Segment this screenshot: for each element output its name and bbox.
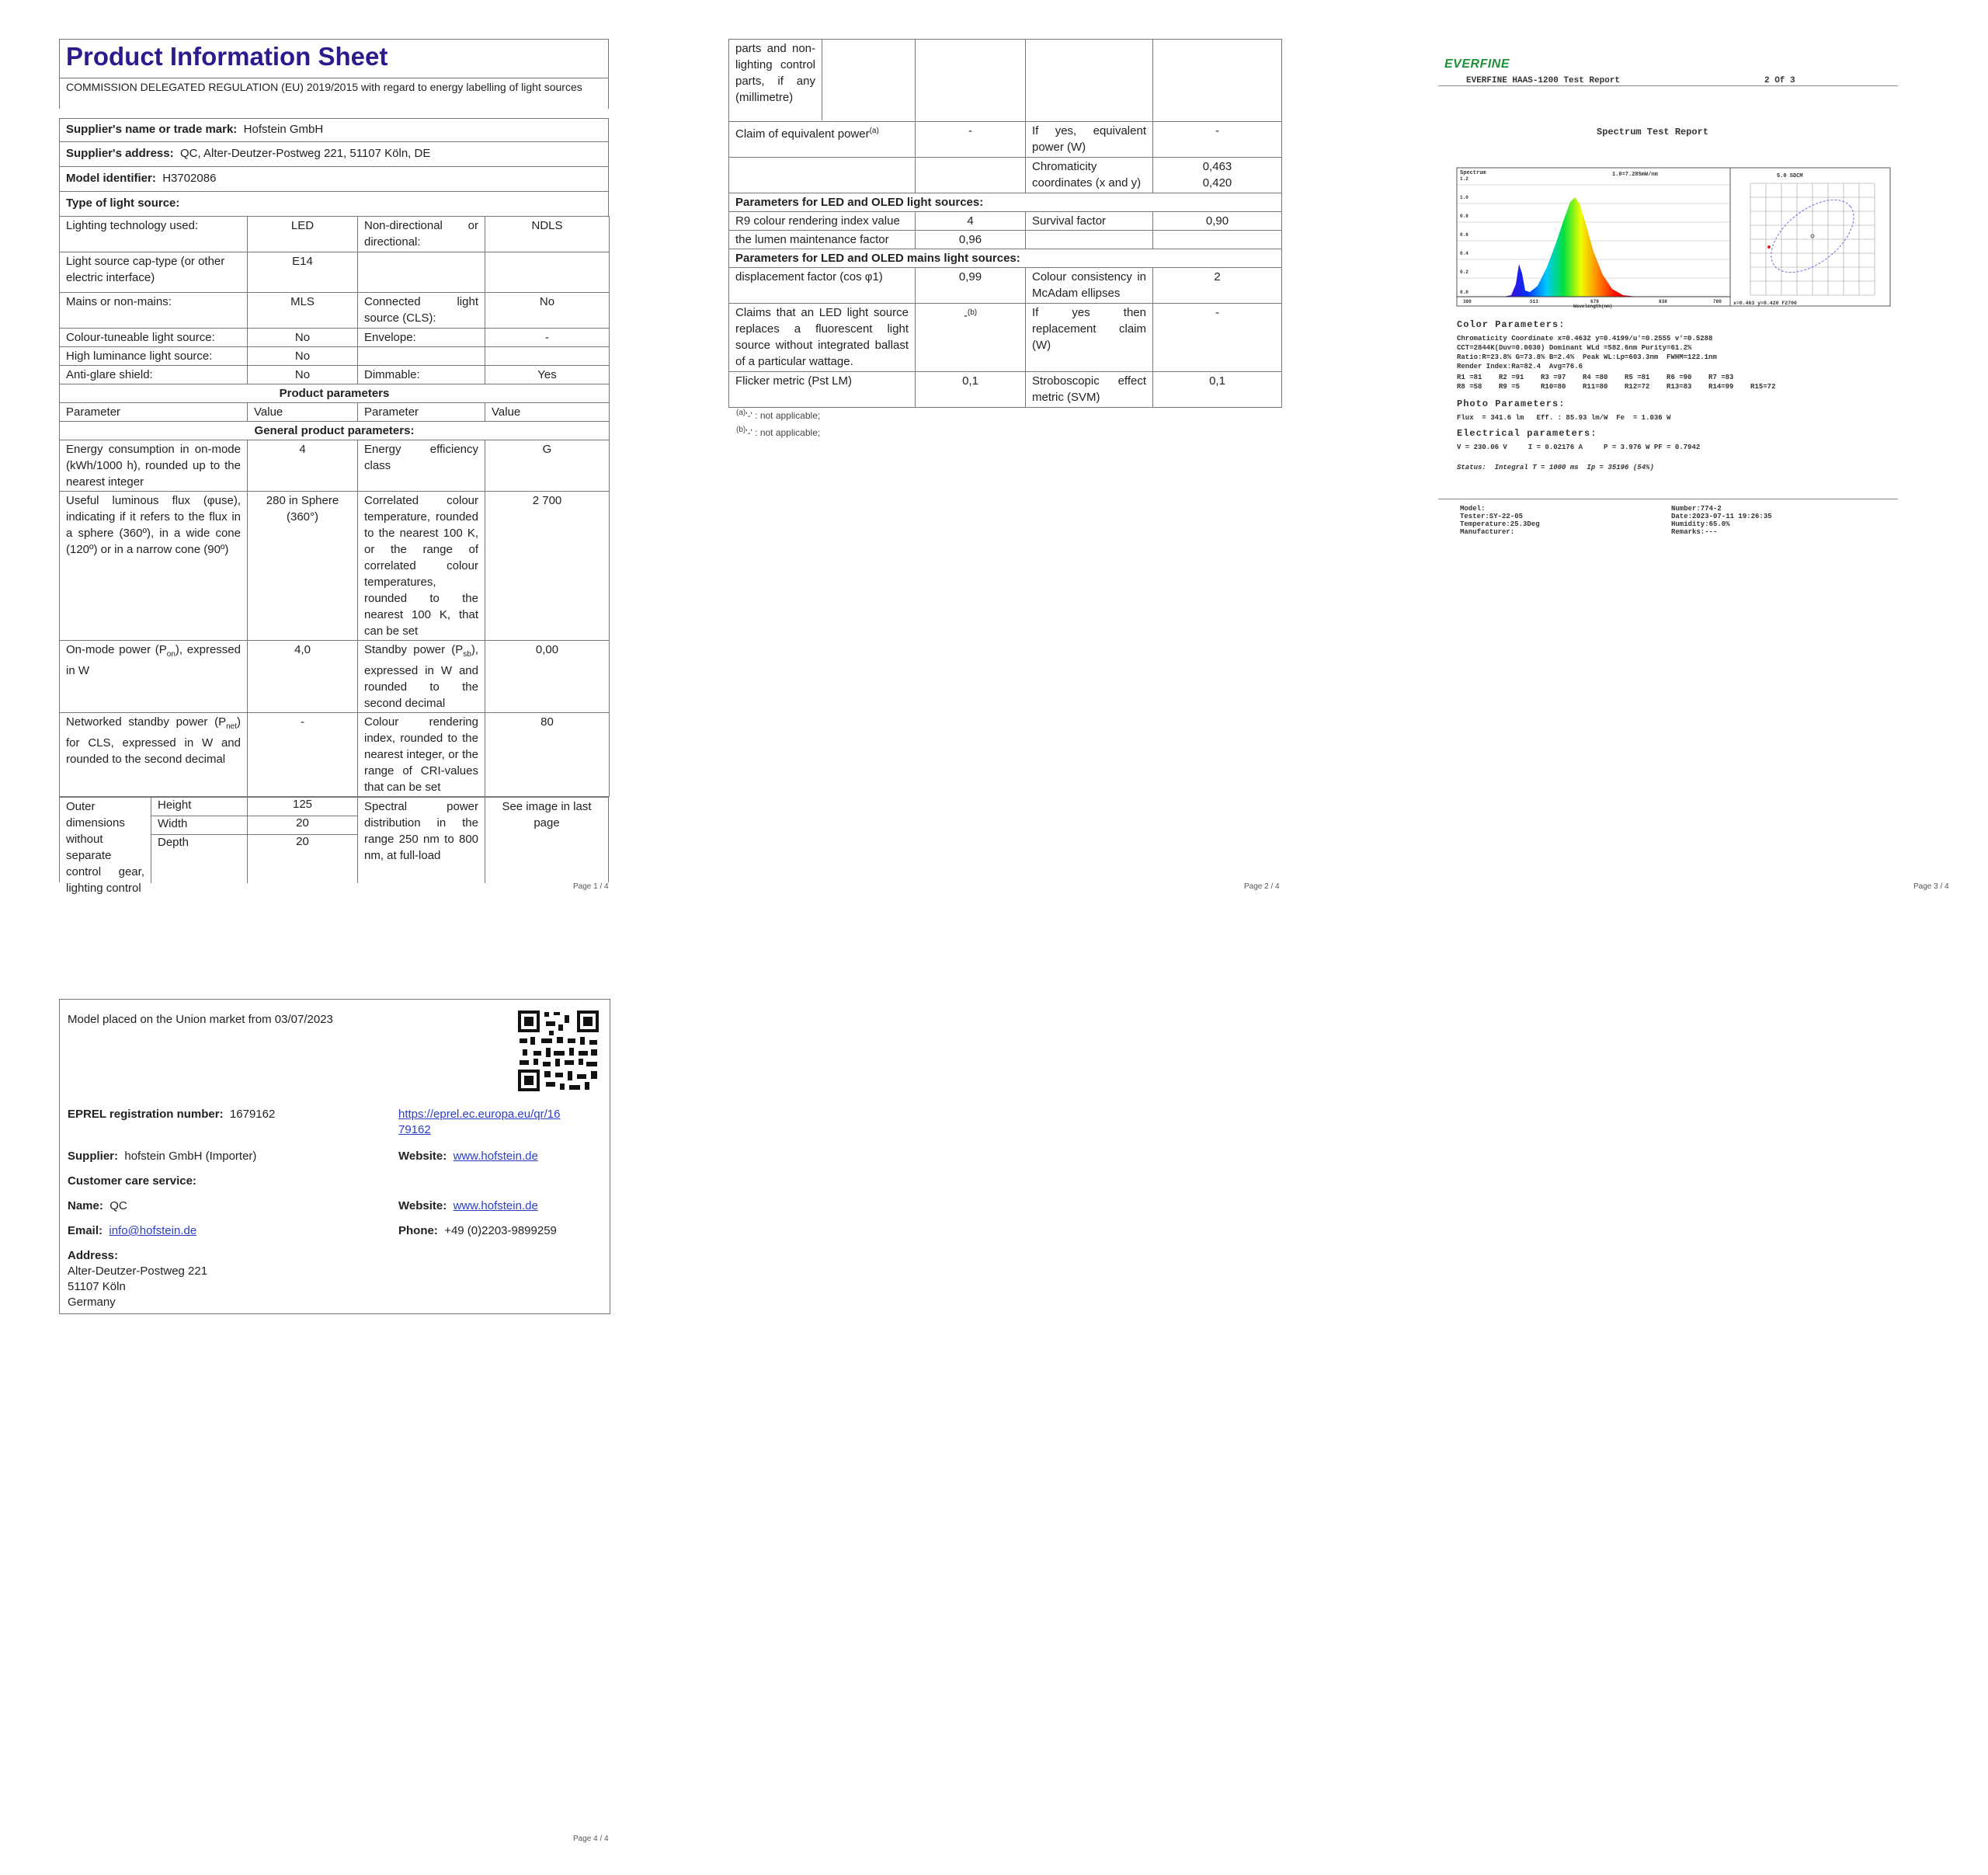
cct-value: 2 700 [485, 492, 610, 641]
flicker-label: Flicker metric (Pst LM) [729, 372, 916, 408]
model-label: Model identifier: [66, 172, 156, 185]
mains-label: Mains or non-mains: [60, 293, 248, 329]
pon-value: 4,0 [248, 641, 358, 713]
env-value: - [485, 329, 610, 347]
color-params-line-6: R8 =58 R9 =5 R10=80 R11=80 R12=72 R13=83 R14=99 R15=72 [1457, 383, 1776, 391]
cap-value: E14 [248, 252, 358, 293]
model-value: H3702086 [162, 172, 217, 185]
cie-label: 5.0 SDCM [1777, 173, 1803, 179]
outer-dim-label: Outer dimensions without separate control gear, lighting control [60, 798, 151, 883]
equiv-label: If yes, equivalent power (W) [1026, 122, 1153, 158]
height-value: 125 [248, 798, 358, 816]
supplier-row: Supplier: hofstein GmbH (Importer) [68, 1150, 257, 1163]
spectrum-report-title: Spectrum Test Report [1597, 127, 1709, 137]
photo-params-line: Flux = 341.6 lm Eff. : 85.93 lm/W Fe = 1.036 W [1457, 414, 1671, 422]
elec-params-title: Electrical parameters: [1457, 428, 1597, 439]
page-number-4: Page 4 / 4 [573, 1835, 609, 1843]
ytick-5: 0.2 [1460, 270, 1468, 275]
page-number-3: Page 3 / 4 [1913, 882, 1949, 891]
footer-left: Model: Tester:SY-22-05 Temperature:25.3Deg Manufacturer: [1460, 505, 1540, 536]
mains-params-header: Parameters for LED and OLED mains light sources: [729, 249, 1282, 268]
env-label: Envelope: [358, 329, 485, 347]
cie-chart [1730, 168, 1892, 308]
psb-value: 0,00 [485, 641, 610, 713]
wavelength-label: Wavelength(nm) [1573, 304, 1613, 309]
flux-label: Useful luminous flux (φuse), indicating if it refers to the flux in a sphere (360º), in a wide cone (120º) or in a narrow cone (90º) [60, 492, 248, 641]
website-link[interactable]: www.hofstein.de [453, 1150, 538, 1163]
email-link[interactable]: info@hofstein.de [109, 1224, 197, 1237]
chroma-y: 0,420 [1202, 176, 1232, 190]
tech-label: Lighting technology used: [60, 217, 248, 252]
chroma-x: 0,463 [1202, 160, 1232, 173]
page-number-2: Page 2 / 4 [1244, 882, 1280, 891]
supplier-address-row [59, 141, 609, 166]
address-line-3: Germany [68, 1296, 116, 1309]
eprel-link-line-2[interactable]: 79162 [398, 1123, 431, 1136]
footer-right: Number:774-2 Date:2023-07-11 19:26:35 Humidity:65.0% Remarks:--- [1671, 505, 1772, 536]
note-b: $^{(b)}$'-' : not applicable; [736, 426, 821, 438]
r9-label: R9 colour rendering index value [729, 212, 916, 231]
photo-params-title: Photo Parameters: [1457, 398, 1566, 409]
qr-code-icon [518, 1011, 599, 1091]
width-value: 20 [248, 816, 358, 835]
supplier-name-label: Supplier's name or trade mark: [66, 123, 238, 136]
report-header-page: 2 Of 3 [1764, 76, 1795, 85]
ytick-6: 0.0 [1460, 290, 1468, 295]
report-header: EVERFINE HAAS-1200 Test Report [1466, 76, 1621, 85]
cap-label: Light source cap-type (or other electric interface) [60, 252, 248, 293]
continued-dim-label: parts and non-lighting control parts, if any (millimetre) [729, 40, 822, 120]
strobo-label: Stroboscopic effect metric (SVM) [1026, 372, 1153, 408]
width-label: Width [151, 816, 248, 835]
product-params-header: Product parameters [60, 384, 610, 403]
survival-value: 0,90 [1153, 212, 1282, 231]
eprel-row: EPREL registration number: 1679162 [68, 1108, 276, 1121]
cie-readout: x=0.463 y=0.420 F2700 [1733, 301, 1797, 306]
supplier-address-value: QC, Alter-Deutzer-Postweg 221, 51107 Köln, DE [179, 147, 431, 160]
dim-label: Dimmable: [358, 366, 485, 384]
efficiency-value: G [485, 440, 610, 492]
consist-value: 2 [1153, 268, 1282, 304]
pnet-value: - [248, 713, 358, 797]
supplier-name-value: Hofstein GmbH [243, 123, 324, 136]
xtick-1: 513 [1530, 299, 1538, 304]
ag-value: No [248, 366, 358, 384]
chroma-label: Chromaticity coordinates (x and y) [1026, 158, 1153, 193]
measured-point [1767, 245, 1771, 249]
pnet-label: Networked standby power $(P_{net})$ for CLS, expressed in W and rounded to the second decimal [60, 713, 248, 797]
ag-label: Anti-glare shield: [60, 366, 248, 384]
phone-value: +49 (0)2203-9899259 [444, 1224, 557, 1237]
supplier-value: hofstein GmbH (Importer) [124, 1150, 257, 1163]
eprel-number: 1679162 [229, 1108, 276, 1121]
flicker-value: 0,1 [916, 372, 1026, 408]
name-value: QC [109, 1199, 127, 1212]
eprel-link[interactable] [398, 1107, 560, 1138]
supplier-address-label: Supplier's address: [66, 147, 174, 160]
tune-value: No [248, 329, 358, 347]
header-rule-top [1438, 85, 1898, 86]
replace-label: If yes then replacement claim (W) [1026, 304, 1153, 372]
ytick-1: 1.0 [1460, 195, 1468, 200]
elec-params-line: V = 230.06 V I = 0.02176 A P = 3.976 W PF = 0.7942 [1457, 444, 1701, 451]
cls-label: Connected light source (CLS): [358, 293, 485, 329]
flux-value: 280 in Sphere (360°) [248, 492, 358, 641]
cls-value: No [485, 293, 610, 329]
depth-label: Depth [151, 835, 248, 883]
dim-value: Yes [485, 366, 610, 384]
strobo-value: 0,1 [1153, 372, 1282, 408]
depth-value: 20 [248, 835, 358, 883]
lumen-label: the lumen maintenance factor [729, 231, 916, 249]
page-title: Product Information Sheet [66, 42, 388, 71]
spd-value: See image in last page [502, 800, 592, 830]
spectrum-peak: 1.0=7.285mW/nm [1612, 172, 1658, 178]
spectrum-axis-label: Spectrum [1460, 170, 1486, 176]
ytick-4: 0.4 [1460, 251, 1468, 256]
disp-value: 0,99 [916, 268, 1026, 304]
ytick-2: 0.8 [1460, 214, 1468, 219]
color-params-line-4: Render Index:Ra=82.4 Avg=76.6 [1457, 363, 1583, 370]
website2-link[interactable]: www.hofstein.de [453, 1199, 538, 1212]
efficiency-label: Energy efficiency class [358, 440, 485, 492]
chroma-values [1153, 158, 1282, 193]
ytick-3: 0.6 [1460, 232, 1468, 238]
disp-label: displacement factor (cos φ1) [729, 268, 916, 304]
phone-row: Phone: +49 (0)2203-9899259 [398, 1224, 557, 1237]
col-param-2: Parameter [358, 403, 485, 422]
mains-value: MLS [248, 293, 358, 329]
name-row: Name: QC [68, 1199, 127, 1212]
type-label: Type of light source: [66, 197, 180, 210]
regulation-text: COMMISSION DELEGATED REGULATION (EU) 2019/2015 with regard to energy labelling of light sources [59, 78, 609, 109]
cri-value: 80 [485, 713, 610, 797]
lumen-value: 0,96 [916, 231, 1026, 249]
email-row: Email: info@hofstein.de [68, 1224, 197, 1237]
color-params-line-2: CCT=2844K(Duv=0.0030) Dominant WLd =582.6nm Purity=61.2% [1457, 344, 1692, 352]
page-2 [728, 39, 1283, 474]
page2-table [728, 39, 1282, 408]
hl-value: No [248, 347, 358, 366]
energy-label: Energy consumption in on-mode (kWh/1000 h), rounded up to the nearest integer [60, 440, 248, 492]
tune-label: Colour-tuneable light source: [60, 329, 248, 347]
equiv-value: - [1153, 122, 1282, 158]
dir-value: NDLS [485, 217, 610, 252]
light-source-table [59, 216, 610, 797]
psb-label: Standby power $(P_{sb})$, expressed in W and rounded to the second decimal [358, 641, 485, 713]
consist-label: Colour consistency in McAdam ellipses [1026, 268, 1153, 304]
xtick-3: 838 [1659, 299, 1667, 304]
fluor-value: -$^{(b)}$ [916, 304, 1026, 372]
color-params-line-1: Chromaticity Coordinate x=0.4632 y=0.4199/u'=0.2555 v'=0.5288 [1457, 335, 1713, 343]
eprel-link-line-1[interactable]: https://eprel.ec.europa.eu/qr/16 [398, 1108, 561, 1121]
address-line-1: Alter-Deutzer-Postweg 221 [68, 1264, 208, 1278]
website-row: Website: www.hofstein.de [398, 1150, 538, 1163]
claim-value: - [916, 122, 1026, 158]
tech-value: LED [248, 217, 358, 252]
cri-label: Colour rendering index, rounded to the nearest integer, or the range of CRI-values that can be set [358, 713, 485, 797]
energy-value: 4 [248, 440, 358, 492]
pon-label: On-mode power $(P_{on})$, expressed in W [60, 641, 248, 713]
model-row [59, 166, 609, 191]
note-a: $^{(a)}$'-' : not applicable; [736, 409, 821, 421]
title-row [59, 39, 609, 78]
spd-label: Spectral power distribution in the range 250 nm to 800 nm, at full-load [358, 798, 485, 883]
col-param-1: Parameter [60, 403, 248, 422]
xtick-4: 780 [1713, 299, 1722, 304]
col-value-1: Value [248, 403, 358, 422]
replace-value: - [1153, 304, 1282, 372]
color-params-line-5: R1 =81 R2 =91 R3 =97 R4 =80 R5 =81 R6 =90 R7 =83 [1457, 374, 1734, 381]
general-params-header: General product parameters: [60, 422, 610, 440]
market-date: Model placed on the Union market from 03/07/2023 [68, 1013, 333, 1026]
page-number-1: Page 1 / 4 [573, 882, 609, 891]
customer-care-label: Customer care service: [68, 1174, 196, 1188]
hl-label: High luminance light source: [60, 347, 248, 366]
address-label: Address: [68, 1249, 119, 1262]
ytick-0: 1.2 [1460, 176, 1468, 182]
status-line: Status: Integral T = 1000 ms Ip = 35196 (54%) [1457, 464, 1654, 471]
color-params-title: Color Parameters: [1457, 319, 1566, 330]
spectrum-chart [1457, 168, 1732, 308]
color-params-line-3: Ratio:R=23.8% G=73.8% B=2.4% Peak WL:Lp=603.3nm FWHM=122.1nm [1457, 353, 1717, 361]
survival-label: Survival factor [1026, 212, 1153, 231]
address-line-2: 51107 Köln [68, 1280, 126, 1293]
r9-value: 4 [916, 212, 1026, 231]
type-row [59, 191, 609, 216]
led-params-header: Parameters for LED and OLED light sources: [729, 193, 1282, 212]
height-label: Height [151, 798, 248, 816]
claim-label: Claim of equivalent power$^{(a)}$ [729, 122, 916, 158]
xtick-2: 679 [1590, 299, 1599, 304]
dir-label: Non-directional or directional: [358, 217, 485, 252]
xtick-0: 380 [1463, 299, 1472, 304]
page-4-contact-box [59, 999, 610, 1314]
supplier-name-row [59, 118, 609, 141]
col-value-2: Value [485, 403, 610, 422]
page-3-test-report [1444, 47, 1910, 544]
everfine-logo: EVERFINE [1444, 57, 1510, 71]
cct-label: Correlated colour temperature, rounded to the nearest 100 K, or the range of correlated colour temperatures, rounded to the nearest 100 K, that can be set [358, 492, 485, 641]
fluor-label: Claims that an LED light source replaces a fluorescent light source without integrated ballast of a particular wattage. [729, 304, 916, 372]
website2-row: Website: www.hofstein.de [398, 1199, 538, 1212]
